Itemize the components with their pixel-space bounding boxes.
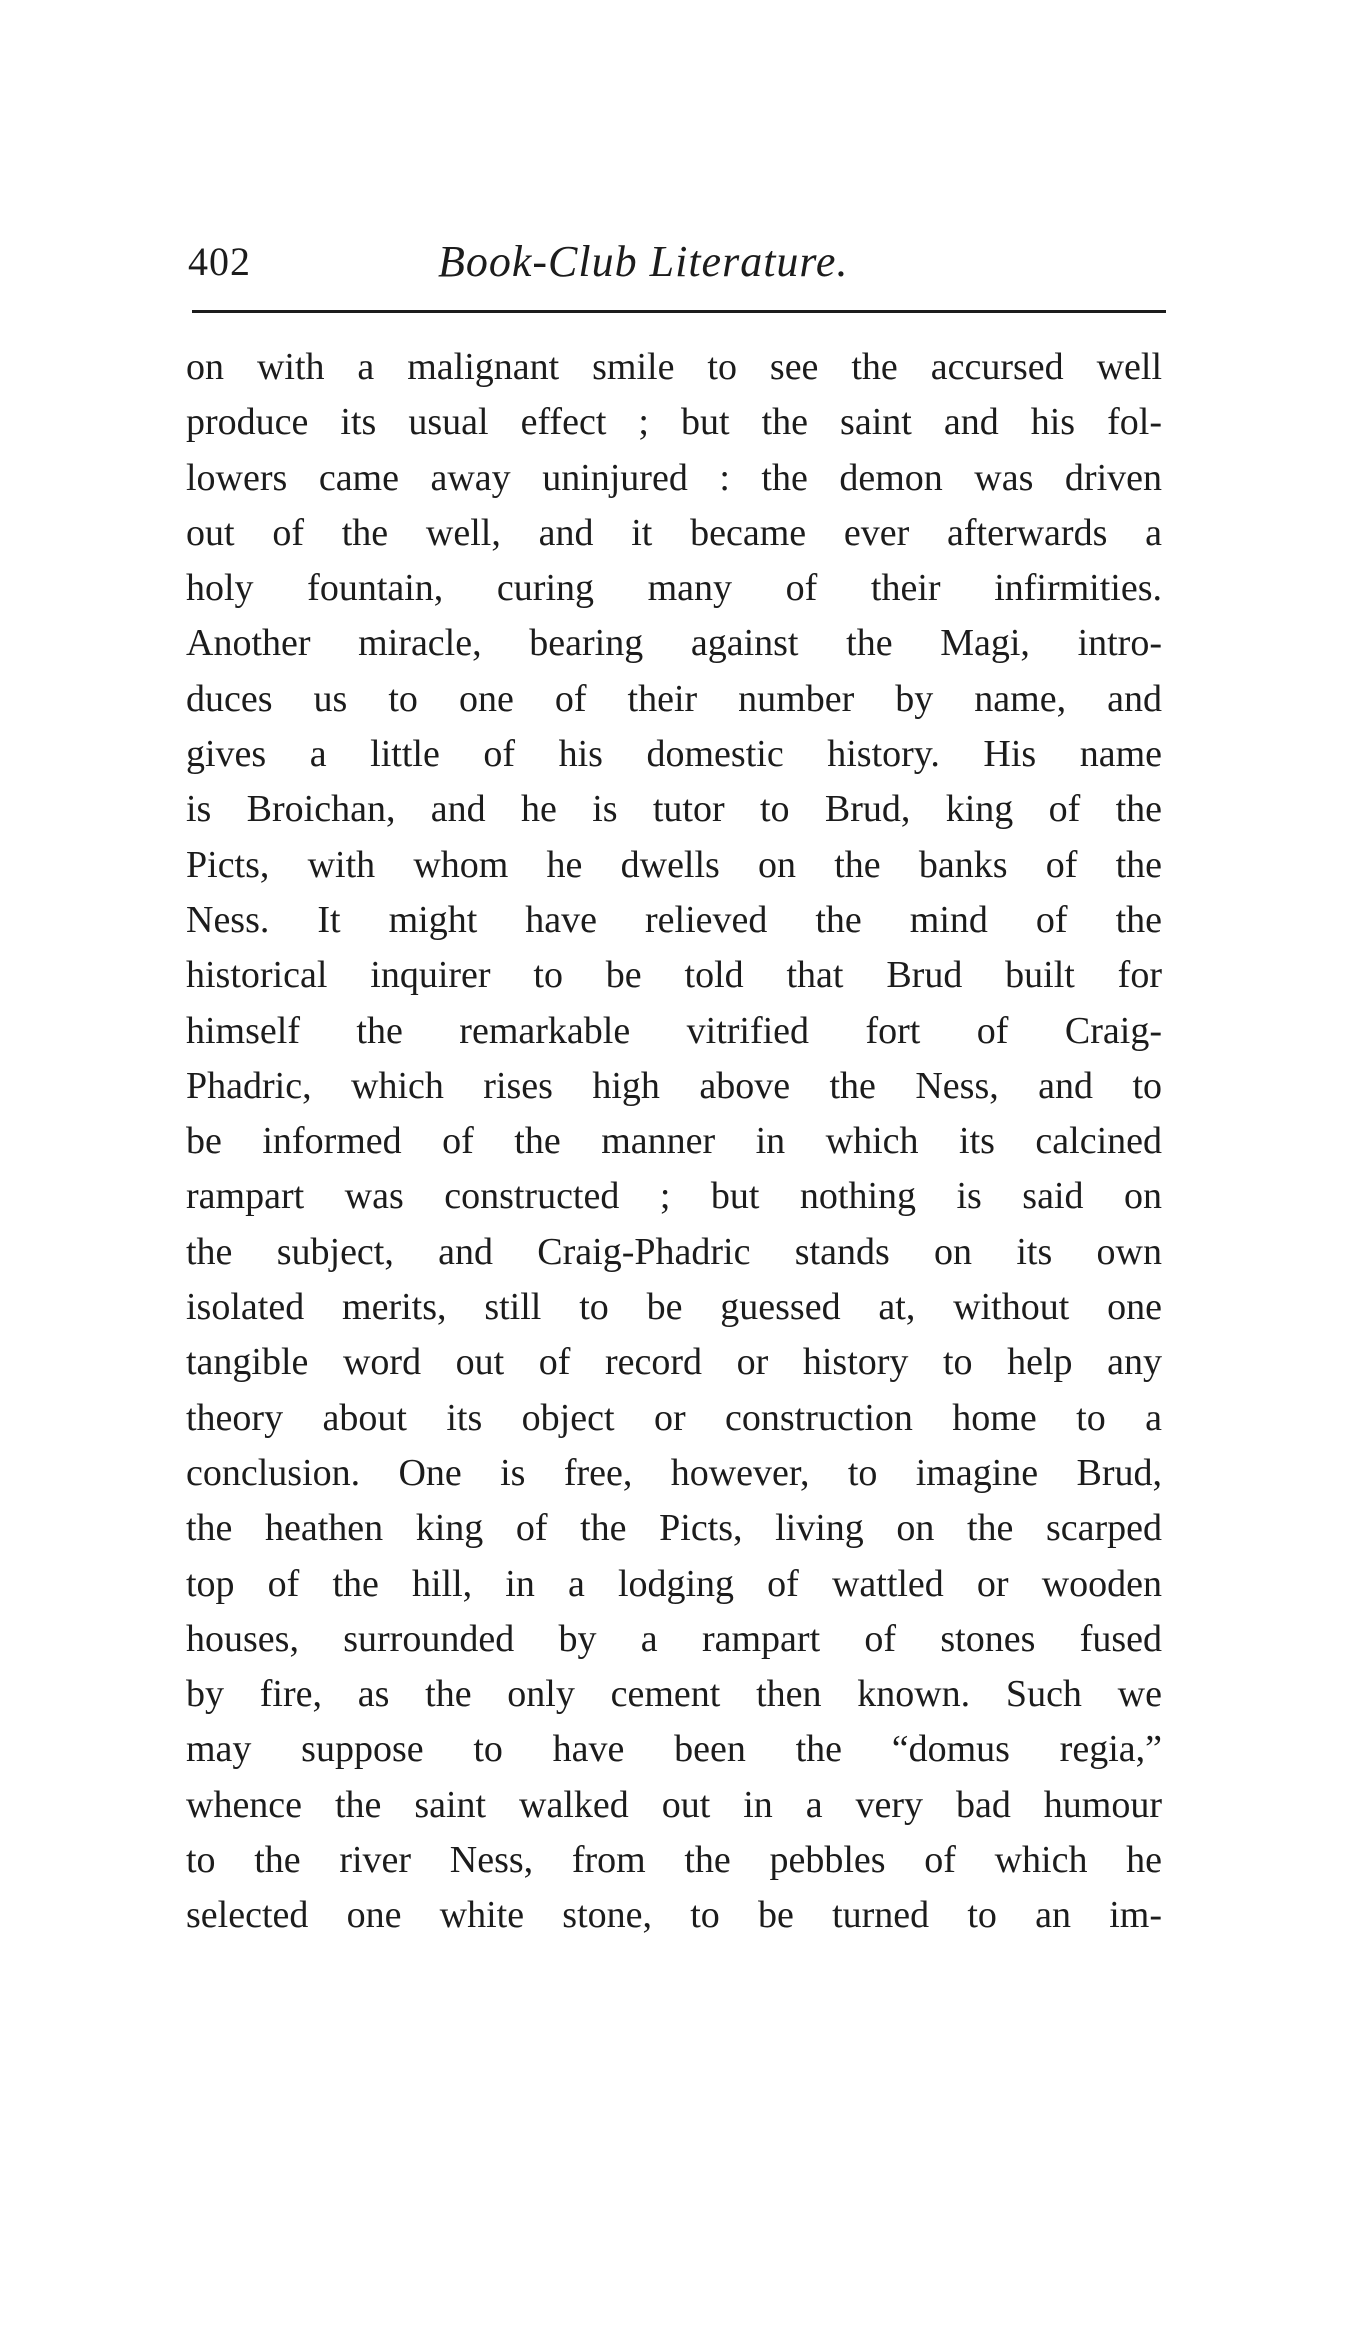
body-text — [186, 340, 1162, 1944]
text-line: Another miracle, bearing against the Magi, intro- — [186, 622, 1162, 665]
text-line: selected one white stone, to be turned to an im- — [186, 1894, 1162, 1937]
text-line: historical inquirer to be told that Brud built for — [186, 954, 1162, 997]
text-line: may suppose to have been the “domus regia,” — [186, 1728, 1162, 1771]
text-line: tangible word out of record or history to help any — [186, 1341, 1162, 1384]
page-number: 402 — [188, 239, 251, 284]
text-line: gives a little of his domestic history. His name — [186, 733, 1162, 776]
text-line: holy fountain, curing many of their infirmities. — [186, 567, 1162, 610]
text-line: to the river Ness, from the pebbles of which he — [186, 1839, 1162, 1882]
text-line: is Broichan, and he is tutor to Brud, king of the — [186, 788, 1162, 831]
text-line: Ness. It might have relieved the mind of the — [186, 898, 1162, 941]
text-line: conclusion. One is free, however, to imagine Brud, — [186, 1451, 1162, 1494]
text-line: on with a malignant smile to see the accursed well — [186, 346, 1162, 388]
running-title: Book-Club Literature. — [438, 237, 849, 286]
text-line: the heathen king of the Picts, living on the scarped — [186, 1507, 1162, 1550]
text-line: houses, surrounded by a rampart of stones fused — [186, 1617, 1162, 1660]
text-line: whence the saint walked out in a very bad humour — [186, 1783, 1162, 1826]
text-line: top of the hill, in a lodging of wattled or wooden — [186, 1562, 1162, 1605]
text-line: Phadric, which rises high above the Ness, and to — [186, 1064, 1162, 1107]
text-line: by fire, as the only cement then known. Such we — [186, 1673, 1162, 1716]
running-head — [188, 232, 1164, 292]
text-line: out of the well, and it became ever afterwards a — [186, 511, 1162, 554]
text-line: produce its usual effect ; but the saint and his fol- — [186, 401, 1162, 444]
text-line: himself the remarkable vitrified fort of Craig- — [186, 1009, 1162, 1052]
header-rule — [192, 310, 1166, 313]
text-line: isolated merits, still to be guessed at, without one — [186, 1286, 1162, 1329]
text-line: duces us to one of their number by name, and — [186, 677, 1162, 720]
text-line: be informed of the manner in which its calcined — [186, 1120, 1162, 1163]
text-line: theory about its object or construction home to a — [186, 1396, 1162, 1439]
text-line: rampart was constructed ; but nothing is said on — [186, 1175, 1162, 1218]
text-line: the subject, and Craig-Phadric stands on its own — [186, 1230, 1162, 1273]
text-line: lowers came away uninjured : the demon was driven — [186, 456, 1162, 499]
text-line: Picts, with whom he dwells on the banks of the — [186, 843, 1162, 886]
